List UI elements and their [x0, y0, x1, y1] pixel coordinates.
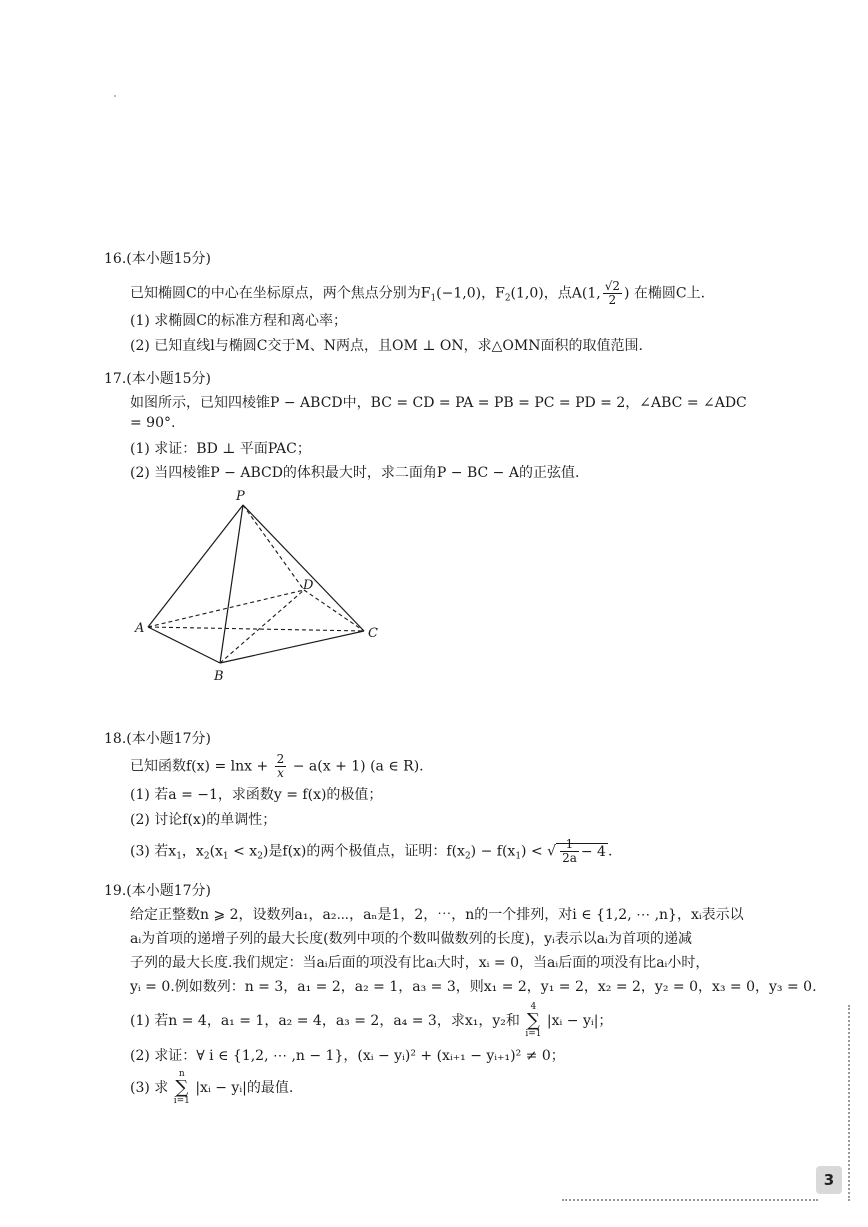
q18-line1: 已知函数f(x) = lnx + $\frac{2}{x}$ − a(x + 1) (a ∈ R). — [130, 752, 424, 780]
diagonal-AC — [148, 627, 364, 631]
edge-DC — [304, 590, 364, 631]
q16-part2: (2) 已知直线l与椭圆C交于M、N两点，且OM ⊥ ON，求△OMN面积的取值范围. — [130, 338, 643, 354]
q17-header: 17.(本小题15分) — [104, 371, 212, 387]
sqrt2-over-2-fraction: $\frac{√2}{2}$ — [604, 279, 620, 307]
page-edge-dotted-rule — [848, 1005, 850, 1201]
q17-line2: = 90°. — [130, 415, 176, 431]
q19-part1: (1) 若n = 4，a₁ = 1，a₂ = 4，a₃ = 2，a₄ = 3，求x₁，y₂和 4 ∑ i=1 |xᵢ − yᵢ|； — [130, 1002, 613, 1039]
edge-PC — [243, 505, 364, 631]
q19-line3: 子列的最大长度.我们规定：当aᵢ后面的项没有比aᵢ大时，xᵢ = 0，当aᵢ后面的项没有比aᵢ小时， — [130, 955, 710, 971]
label-B: B — [214, 669, 224, 684]
label-C: C — [368, 626, 378, 641]
q16-part1: (1) 求椭圆C的标准方程和离心率； — [130, 313, 347, 329]
q17-line1: 如图所示，已知四棱锥P − ABCD中，BC = CD = PA = PB = PC = PD = 2，∠ABC = ∠ADC — [130, 395, 747, 411]
q19-header: 19.(本小题17分) — [104, 883, 212, 899]
label-A: A — [135, 621, 145, 636]
q17-part1: (1) 求证：BD ⊥ 平面PAC； — [130, 441, 311, 457]
label-D: D — [303, 578, 314, 593]
q18-part1: (1) 若a = −1，求函数y = f(x)的极值； — [130, 787, 383, 803]
q16-header: 16.(本小题15分) — [104, 251, 212, 267]
q18-part3: (3) 若$x_1$，$x_2(x_1 < x_2)$是f(x)的两个极值点，证明：$f(x_2) - f(x_1)$ < √ $\frac{1}{2a}$ − 4 . — [130, 837, 613, 865]
page-corner-dotted-rule — [562, 1199, 818, 1201]
q19-line4: yᵢ = 0.例如数列：n = 3，a₁ = 2，a₂ = 1，a₃ = 3，则x₁ = 2，y₁ = 2，x₂ = 2，y₂ = 0，x₃ = 0，y₃ = 0. — [130, 979, 817, 995]
q19-part3: (3) 求 n ∑ i=1 |xᵢ − yᵢ|的最值. — [130, 1069, 294, 1106]
summation-symbol: 4 ∑ i=1 — [525, 1002, 542, 1039]
q16-line1: 已知椭圆C的中心在坐标原点，两个焦点分别为$F_1(-1,0)$，$F_2(1,0)$，点A(1, $\frac{√2}{2}$ ) 在椭圆C上. — [130, 279, 706, 307]
q19-line1: 给定正整数n ⩾ 2，设数列a₁，a₂⋯，aₙ是1，2，⋯，n的一个排列，对i ∈ {1,2, ⋯ ,n}，xᵢ表示以 — [130, 907, 744, 923]
q18-part2: (2) 讨论f(x)的单调性； — [130, 812, 277, 828]
edge-PB — [220, 505, 243, 663]
edge-PA — [148, 505, 243, 627]
edge-PD — [243, 505, 304, 590]
page-number: 3 — [816, 1166, 842, 1194]
two-over-x-fraction: $\frac{2}{x}$ — [276, 752, 285, 780]
label-P: P — [236, 489, 245, 504]
q17-part2: (2) 当四棱锥P − ABCD的体积最大时，求二面角P − BC − A的正弦值. — [130, 465, 580, 481]
edge-BC — [220, 631, 364, 663]
diagonal-BD — [220, 590, 304, 663]
sqrt-expression: $\frac{1}{2a}$ − 4 — [556, 843, 608, 860]
q18-header: 18.(本小题17分) — [104, 731, 212, 747]
q19-line2: aᵢ为首项的递增子列的最大长度(数列中项的个数叫做数列的长度)，yᵢ表示以aᵢ为首项的递减 — [130, 931, 692, 947]
summation-symbol: n ∑ i=1 — [173, 1069, 190, 1106]
edge-AB — [148, 627, 220, 663]
q19-part2: (2) 求证：∀ i ∈ {1,2, ⋯ ,n − 1}，(xᵢ − yᵢ)² + (xᵢ₊₁ − yᵢ₊₁)² ≠ 0； — [130, 1048, 565, 1064]
